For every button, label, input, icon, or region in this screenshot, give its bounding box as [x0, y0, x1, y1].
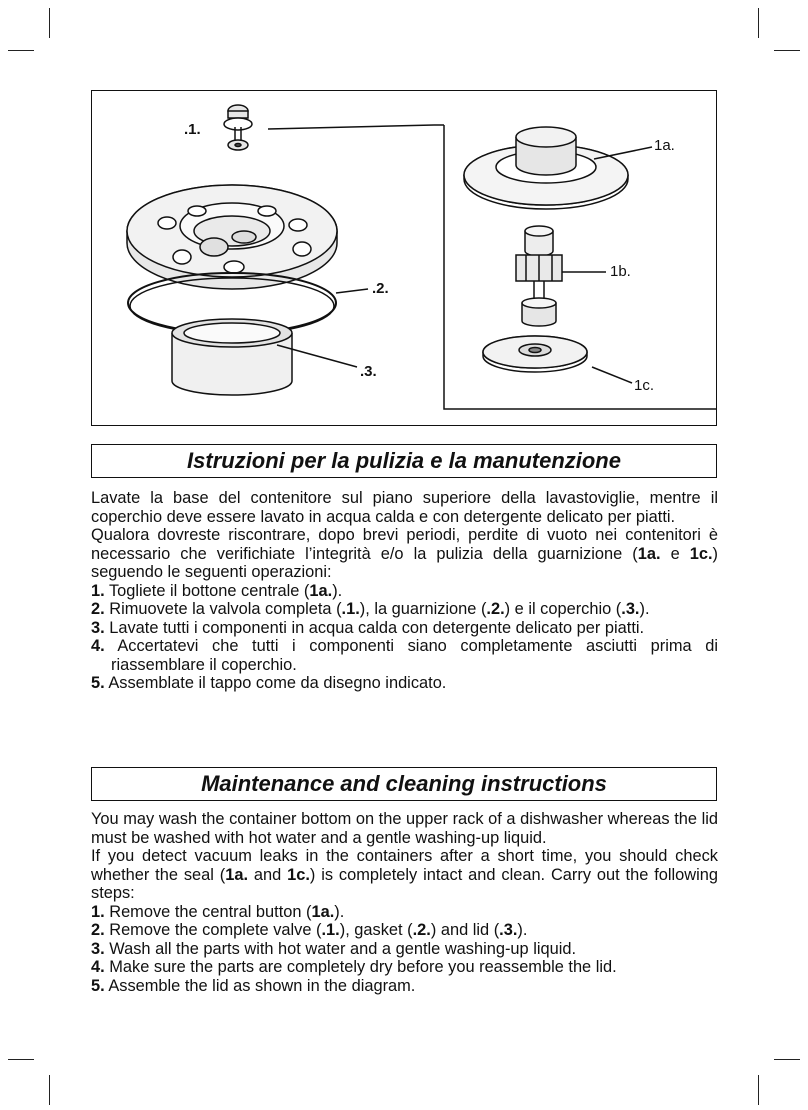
- step-item: 4. Make sure the parts are completely dry before you reassemble the lid.: [91, 958, 617, 976]
- step-item: 1. Togliete il bottone centrale (1a.).: [91, 581, 343, 600]
- container-part-3: [172, 319, 292, 395]
- crop-mark: [49, 1075, 50, 1105]
- label-part-1a: 1a.: [654, 137, 675, 154]
- crop-mark: [758, 1075, 759, 1105]
- intro-paragraph: Lavate la base del contenitore sul piano superiore della lavastoviglie, mentre il coperchio deve essere lavato in acqua calda e con detergente delicato per piatti.: [91, 489, 718, 526]
- leak-paragraph: If you detect vacuum leaks in the containers after a short time, you should check whether the seal (1a. and 1c.) is completely intact and clean. Carry out the following steps:: [91, 847, 718, 902]
- assembly-diagram: [91, 90, 717, 426]
- crop-mark: [774, 1059, 800, 1060]
- leak-paragraph: Qualora dovreste riscontrare, dopo brevi periodi, perdite di vuoto nei contenitori è necessario che verifichiate l’integrità e/o la pulizia della guarnizione (1a. e 1c.) seguendo le seguenti operazioni:: [91, 526, 718, 581]
- crop-mark: [774, 50, 800, 51]
- step-item: 4. Accertatevi che tutti i componenti siano completamente asciutti prima di riassemblare il coperchio.: [91, 637, 718, 674]
- step-item: 1. Remove the central button (1a.).: [91, 902, 345, 921]
- step-item: 3. Lavate tutti i componenti in acqua calda con detergente delicato per piatti.: [91, 618, 645, 637]
- crop-mark: [49, 8, 50, 38]
- italian-heading: Istruzioni per la pulizia e la manutenzione: [91, 444, 717, 478]
- step-item: 5. Assemble the lid as shown in the diagram.: [91, 976, 416, 995]
- crop-mark: [8, 50, 34, 51]
- seal-part-1a: [464, 127, 628, 209]
- label-part-2: .2.: [372, 280, 389, 297]
- seal-part-1c: [483, 336, 587, 372]
- diagram-drawing: [92, 91, 718, 427]
- step-item: 3. Wash all the parts with hot water and a gentle washing-up liquid.: [91, 939, 577, 958]
- steps-list: [91, 903, 718, 996]
- english-instructions: [91, 810, 718, 995]
- steps-list: [91, 582, 718, 693]
- step-item: 2. Rimuovete la valvola completa (.1.), la guarnizione (.2.) e il coperchio (.3.).: [91, 600, 650, 618]
- label-part-1: .1.: [184, 121, 201, 138]
- label-part-3: .3.: [360, 363, 377, 380]
- button-part-1b: [516, 226, 562, 326]
- italian-instructions: [91, 489, 718, 693]
- label-part-1b: 1b.: [610, 263, 631, 280]
- valve-part-1: [224, 105, 252, 150]
- step-item: 5. Assemblate il tappo come da disegno indicato.: [91, 674, 447, 692]
- crop-mark: [8, 1059, 34, 1060]
- english-heading: Maintenance and cleaning instructions: [91, 767, 717, 801]
- step-item: 2. Remove the complete valve (.1.), gasket (.2.) and lid (.3.).: [91, 921, 528, 939]
- intro-paragraph: You may wash the container bottom on the upper rack of a dishwasher whereas the lid must be washed with hot water and a gentle washing-up liquid.: [91, 810, 718, 847]
- label-part-1c: 1c.: [634, 377, 655, 394]
- crop-mark: [758, 8, 759, 38]
